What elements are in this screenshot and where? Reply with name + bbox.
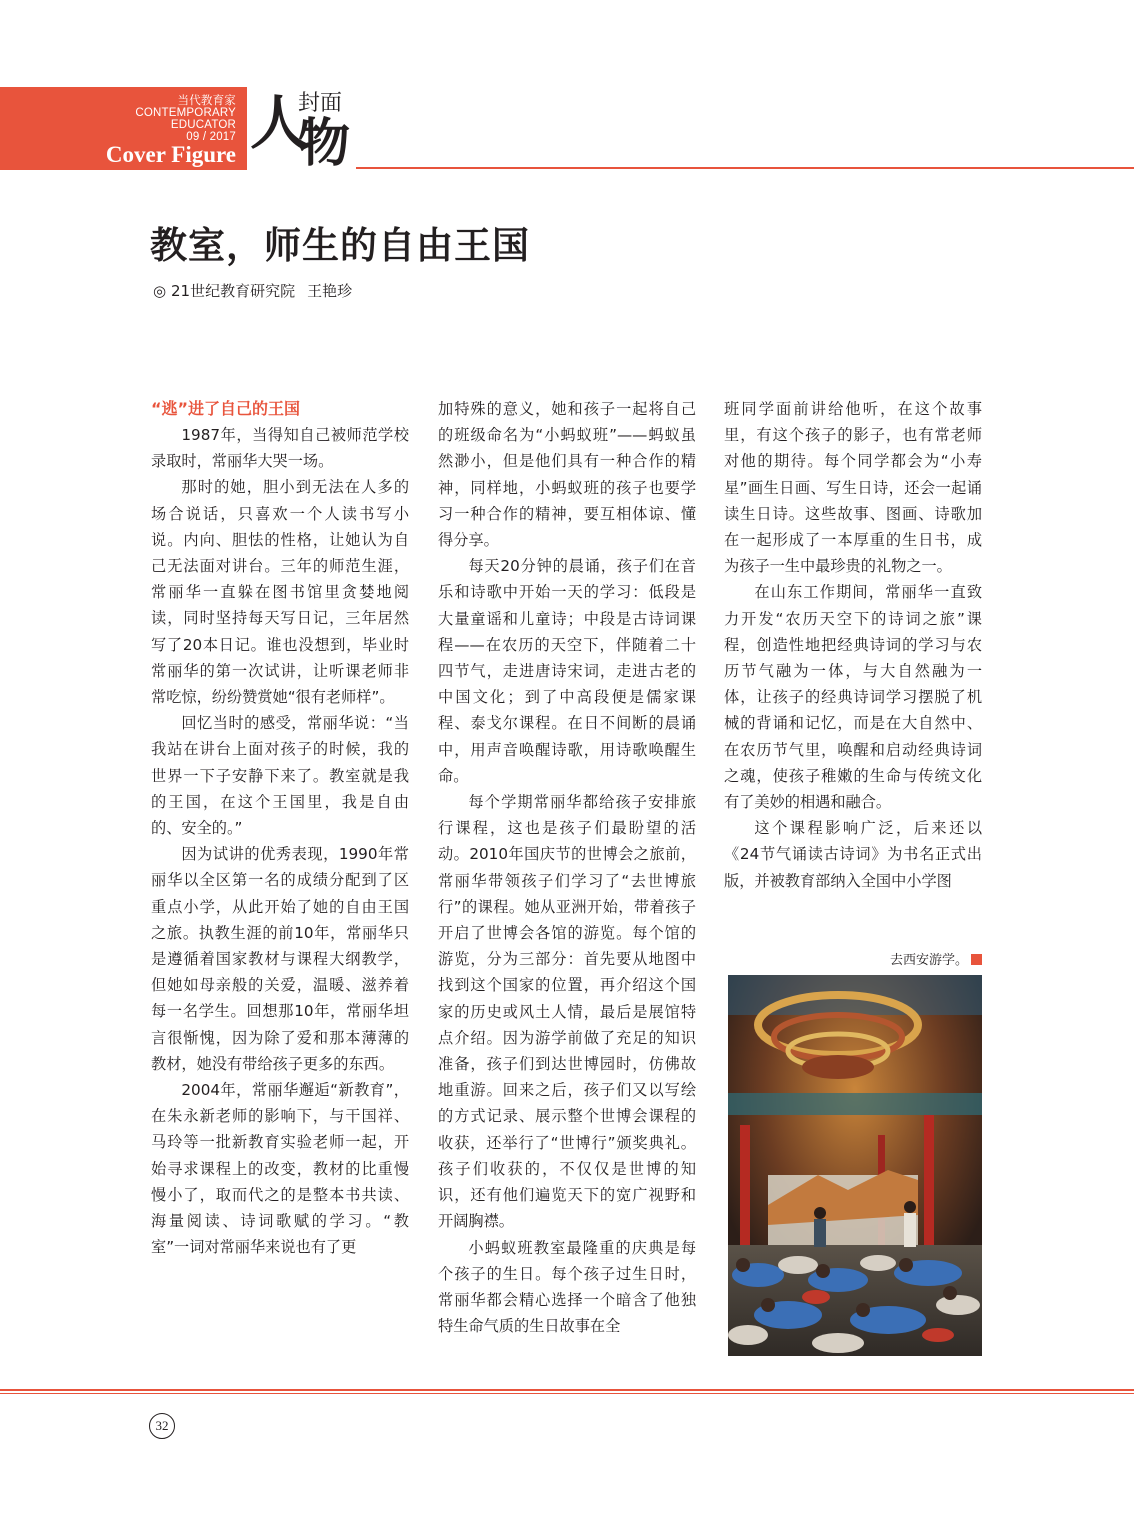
article-photo bbox=[728, 975, 982, 1356]
magazine-name-en-1: CONTEMPORARY bbox=[135, 107, 236, 119]
footer-rule bbox=[0, 1389, 1134, 1391]
byline-icon: ◎ bbox=[153, 282, 167, 300]
paragraph: 班同学面前讲给他听，在这个故事里，有这个孩子的影子，也有常老师对他的期待。每个同学都会为“小寿星”画生日画、写生日诗，还会一起诵读生日诗。这些故事、图画、诗歌加在一起形成了一本厚重的生日书，成为孩子一生中最珍贵的礼物之一。 bbox=[724, 400, 982, 576]
paragraph: 1987年，当得知自己被师范学校录取时，常丽华大哭一场。 bbox=[151, 426, 409, 471]
caption-square-icon bbox=[971, 954, 982, 965]
paragraph: 每天20分钟的晨诵，孩子们在音乐和诗歌中开始一天的学习：低段是大量童谣和儿童诗；中段是古诗词课程——在农历的天空下，伴随着二十四节气，走进唐诗宋词，走进古老的中国文化；到了中高段便是儒家课程、泰戈尔课程。在日不间断的晨诵中，用声音唤醒诗歌，用诗歌唤醒生命。 bbox=[438, 557, 696, 785]
section-label-en: Cover Figure bbox=[105, 142, 236, 167]
column-name-small: 封面 bbox=[298, 91, 343, 116]
magazine-name-en-2: EDUCATOR bbox=[170, 119, 236, 131]
column-name-big-2: 物 bbox=[298, 114, 351, 174]
paragraph: 小蚂蚁班教室最隆重的庆典是每个孩子的生日。每个孩子过生日时，常丽华都会精心选择一个暗含了他独特生命气质的生日故事在全 bbox=[438, 1238, 696, 1336]
photo-illustration bbox=[728, 975, 982, 1356]
paragraph: 在山东工作期间，常丽华一直致力开发“农历天空下的诗词之旅”课程，创造性地把经典诗词的学习与农历节气融为一体，与大自然融为一体，让孩子的经典诗词学习摆脱了机械的背诵和记忆，而是在大自然中、在农历节气里，唤醒和启动经典诗词之魂，使孩子稚嫩的生命与传统文化有了美妙的相遇和融合。 bbox=[724, 583, 982, 812]
paragraph: 因为试讲的优秀表现，1990年常丽华以全区第一名的成绩分配到了区重点小学，从此开始了她的自由王国之旅。执教生涯的前10年，常丽华只是遵循着国家教材与课程大纲教学，但她如母亲般的关爱，温暖、滋养着每一名学生。回想那10年，常丽华坦言很惭愧，因为除了爱和那本薄薄的教材，她没有带给孩子更多的东西。 bbox=[151, 845, 409, 1073]
photo-caption-text: 去西安游学。 bbox=[889, 953, 968, 968]
paragraph: 2004年，常丽华邂逅“新教育”，在朱永新老师的影响下，与干国祥、马玲等一批新教育实验老师一起，开始寻求课程上的改变，教材的比重慢慢小了，取而代之的是整本书共读、海量阅读、诗词歌赋的学习。“教室”一词对常丽华来说也有了更 bbox=[151, 1081, 409, 1257]
header-rule bbox=[356, 167, 1134, 169]
article-column-3 bbox=[724, 396, 982, 894]
article-column-2 bbox=[438, 396, 696, 1339]
issue-date: 09 / 2017 bbox=[186, 131, 236, 143]
paragraph: 加特殊的意义，她和孩子一起将自己的班级命名为“小蚂蚁班”——蚂蚁虽然渺小，但是他们具有一种合作的精神，同样地，小蚂蚁班的孩子也要学习一种合作的精神，要互相体谅、懂得分享。 bbox=[438, 400, 696, 550]
paragraph: 回忆当时的感受，常丽华说：“当我站在讲台上面对孩子的时候，我的世界一下子安静下来了。教室就是我的王国，在这个王国里，我是自由的、安全的。” bbox=[151, 714, 409, 838]
footer-rule-thin bbox=[0, 1393, 1134, 1394]
paragraph: 那时的她，胆小到无法在人多的场合说话，只喜欢一个人读书写小说。内向、胆怯的性格，让她认为自己无法面对讲台。三年的师范生涯，常丽华一直躲在图书馆里贪婪地阅读，同时坚持每天写日记，三年居然写了20本日记。谁也没想到，毕业时常丽华的第一次试讲，让听课老师非常吃惊，纷纷赞赏她“很有老师样”。 bbox=[151, 478, 409, 707]
page-number: 32 bbox=[149, 1413, 175, 1439]
byline-org: 21世纪教育研究院 bbox=[171, 282, 296, 300]
section-heading: “逃”进了自己的王国 bbox=[151, 399, 301, 418]
column-name-big-1: 人 bbox=[250, 89, 309, 157]
byline bbox=[153, 280, 352, 302]
article-column-1 bbox=[151, 396, 409, 1261]
byline-author: 王艳珍 bbox=[307, 282, 353, 300]
article-title: 教室，师生的自由王国 bbox=[150, 224, 530, 267]
photo-caption bbox=[724, 951, 982, 971]
paragraph: 每个学期常丽华都给孩子安排旅行课程，这也是孩子们最盼望的活动。2010年国庆节的世博会之旅前，常丽华带领孩子们学习了“去世博旅行”的课程。她从亚洲开始，带着孩子开启了世博会各馆的游览。每个馆的游览，分为三部分：首先要从地图中找到这个国家的位置，再介绍这个国家的历史或风土人情，最后是展馆特点介绍。因为游学前做了充足的知识准备，孩子们到达世博园时，仿佛故地重游。回来之后，孩子们又以写绘的方式记录、展示整个世博会课程的收获，还举行了“世博行”颁奖典礼。孩子们收获的，不仅仅是世博的知识，还有他们遍览天下的宽广视野和开阔胸襟。 bbox=[438, 793, 696, 1231]
magazine-name-cn: 当代教育家 bbox=[177, 95, 236, 107]
paragraph: 这个课程影响广泛，后来还以《24节气诵读古诗词》为书名正式出版，并被教育部纳入全国中小学图 bbox=[724, 819, 982, 890]
